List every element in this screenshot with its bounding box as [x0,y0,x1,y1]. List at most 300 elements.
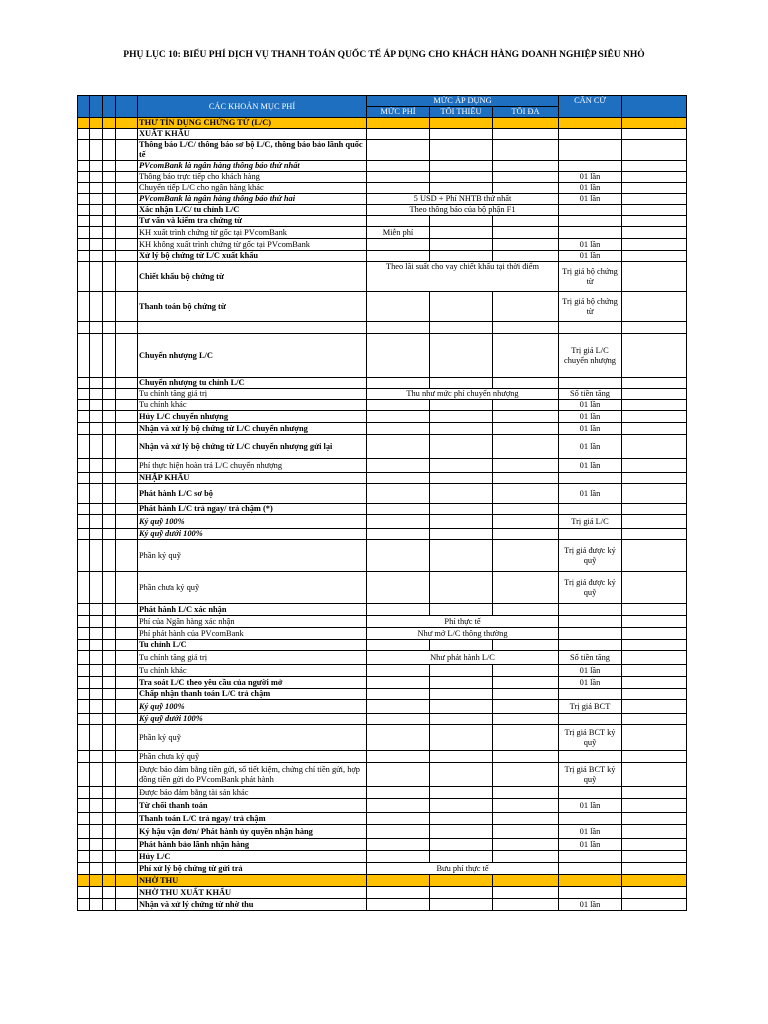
fee-basis-value [559,851,622,863]
table-row [78,651,687,665]
fee-basis-value [559,473,622,484]
row-blank-cell [90,172,103,183]
fee-basis-value [559,504,622,515]
row-blank-cell [103,725,116,751]
table-row [78,459,687,473]
fee-applied-value: Theo thông báo của bộ phận F1 [367,205,559,216]
row-blank-cell [103,651,116,665]
row-blank-cell [78,751,90,763]
fee-value [367,899,430,911]
fee-basis-value [559,322,622,334]
table-row [78,205,687,216]
row-blank-cell [78,887,90,899]
table-row [78,689,687,700]
header-max: TỐI ĐA [493,107,559,118]
table-row [78,665,687,677]
fee-applied-value: Phí thực tế [367,616,559,628]
row-blank-cell [116,205,138,216]
row-blank-cell [622,851,687,863]
fee-min-value [430,700,493,714]
row-blank-cell [116,183,138,194]
row-blank-cell [116,851,138,863]
row-blank-cell [116,640,138,651]
fee-item-label: KH xuất trình chứng từ gốc tại PVcomBank [138,227,367,239]
row-blank-cell [103,378,116,389]
fee-min-value [430,529,493,540]
fee-min-value [430,118,493,129]
fee-min-value [430,714,493,725]
row-blank-cell [116,172,138,183]
row-blank-cell [78,714,90,725]
row-blank-cell [78,763,90,787]
row-blank-cell [103,763,116,787]
table-row [78,400,687,411]
header-items: CÁC KHOẢN MỤC PHÍ [138,96,367,118]
fee-applied-value: Như mở L/C thông thường [367,628,559,640]
fee-basis-value [559,378,622,389]
row-blank-cell [78,665,90,677]
table-row [78,616,687,628]
fee-value [367,887,430,899]
row-blank-cell [78,604,90,616]
row-blank-cell [90,863,103,875]
fee-item-label: Được bảo đảm bằng tài sản khác [138,787,367,799]
row-blank-cell [116,334,138,378]
row-blank-cell [90,887,103,899]
fee-min-value [430,322,493,334]
fee-max-value [493,540,559,572]
table-row [78,825,687,839]
fee-max-value [493,875,559,887]
fee-item-label: NHỜ THU XUẤT KHẨU [138,887,367,899]
fee-basis-value [559,813,622,825]
row-blank-cell [622,251,687,262]
fee-item-label: Phí xử lý bộ chứng từ gửi trả [138,863,367,875]
row-blank-cell [78,411,90,423]
fee-max-value [493,689,559,700]
fee-basis-value [559,140,622,161]
table-row [78,628,687,640]
row-blank-cell [622,389,687,400]
row-blank-cell [90,227,103,239]
fee-table-wrapper [77,95,687,911]
fee-max-value [493,216,559,227]
row-blank-cell [90,515,103,529]
table-row [78,216,687,227]
row-blank-cell [103,172,116,183]
row-blank-cell [78,700,90,714]
row-blank-cell [116,378,138,389]
table-row [78,751,687,763]
row-blank-cell [622,616,687,628]
row-blank-cell [116,389,138,400]
fee-value [367,515,430,529]
fee-value [367,334,430,378]
row-blank-cell [103,140,116,161]
row-blank-cell [78,322,90,334]
row-blank-cell [90,378,103,389]
row-blank-cell [90,322,103,334]
row-blank-cell [103,628,116,640]
fee-basis-value [559,616,622,628]
fee-min-value [430,504,493,515]
row-blank-cell [622,604,687,616]
row-blank-cell [78,473,90,484]
fee-max-value [493,423,559,435]
table-row [78,262,687,292]
fee-basis-value [559,205,622,216]
row-blank-cell [116,689,138,700]
fee-item-label: Thông báo L/C/ thông báo sơ bộ L/C, thông báo bảo lãnh quốc tế [138,140,367,161]
row-blank-cell [103,665,116,677]
row-blank-cell [622,529,687,540]
fee-basis-value: 01 lần [559,251,622,262]
fee-min-value [430,459,493,473]
fee-applied-value: Thu như mức phí chuyển nhượng [367,389,559,400]
row-blank-cell [90,725,103,751]
fee-basis-value [559,887,622,899]
fee-basis-value [559,689,622,700]
fee-min-value [430,540,493,572]
fee-min-value [430,172,493,183]
row-blank-cell [90,839,103,851]
fee-item-label: Tu chỉnh khác [138,400,367,411]
table-row [78,251,687,262]
row-blank-cell [622,411,687,423]
fee-basis-value [559,640,622,651]
row-blank-cell [116,763,138,787]
row-blank-cell [103,825,116,839]
row-blank-cell [78,640,90,651]
fee-item-label: Chuyển nhượng tu chỉnh L/C [138,378,367,389]
fee-min-value [430,689,493,700]
row-blank-cell [103,787,116,799]
fee-value [367,851,430,863]
fee-value [367,378,430,389]
row-blank-cell [90,689,103,700]
row-blank-cell [622,194,687,205]
fee-value [367,813,430,825]
table-row [78,529,687,540]
row-blank-cell [116,725,138,751]
table-row [78,813,687,825]
fee-basis-value: 01 lần [559,665,622,677]
fee-basis-value: Trị giá được ký quỹ [559,540,622,572]
table-row [78,292,687,322]
fee-basis-value: 01 lần [559,459,622,473]
fee-basis-value: 01 lần [559,677,622,689]
fee-item-label: NHỜ THU [138,875,367,887]
fee-item-label: Chuyển nhượng L/C [138,334,367,378]
row-blank-cell [622,763,687,787]
fee-max-value [493,129,559,140]
row-blank-cell [622,140,687,161]
row-blank-cell [103,205,116,216]
row-blank-cell [103,129,116,140]
fee-value [367,787,430,799]
fee-basis-value: 01 lần [559,484,622,504]
row-blank-cell [103,194,116,205]
table-row [78,161,687,172]
fee-value [367,129,430,140]
row-blank-cell [116,839,138,851]
fee-max-value [493,751,559,763]
row-blank-cell [116,227,138,239]
fee-max-value [493,172,559,183]
row-blank-cell [90,813,103,825]
fee-min-value [430,334,493,378]
row-blank-cell [78,651,90,665]
row-blank-cell [103,400,116,411]
row-blank-cell [622,863,687,875]
table-row [78,194,687,205]
row-blank-cell [78,118,90,129]
table-row [78,129,687,140]
row-blank-cell [116,484,138,504]
table-row [78,183,687,194]
fee-value [367,725,430,751]
row-blank-cell [90,714,103,725]
row-blank-cell [90,540,103,572]
row-blank-cell [622,435,687,459]
row-blank-cell [90,183,103,194]
row-blank-cell [78,484,90,504]
row-blank-cell [116,400,138,411]
row-blank-cell [90,616,103,628]
fee-item-label: Tu chỉnh L/C [138,640,367,651]
fee-table [77,95,687,911]
row-blank-cell [90,389,103,400]
fee-value [367,875,430,887]
fee-item-label: Phát hành bảo lãnh nhận hàng [138,839,367,851]
fee-item-label: PVcomBank là ngân hàng thông báo thứ nhất [138,161,367,172]
row-blank-cell [622,825,687,839]
row-blank-cell [622,262,687,292]
row-blank-cell [116,751,138,763]
fee-item-label: Ký quỹ 100% [138,700,367,714]
fee-item-label: PVcomBank là ngân hàng thông báo thứ hai [138,194,367,205]
row-blank-cell [90,129,103,140]
fee-item-label: Tư vấn và kiểm tra chứng từ [138,216,367,227]
row-blank-cell [103,515,116,529]
fee-basis-value: 01 lần [559,435,622,459]
row-blank-cell [622,628,687,640]
fee-basis-value: 01 lần [559,423,622,435]
fee-min-value [430,665,493,677]
fee-item-label: NHẬP KHẨU [138,473,367,484]
fee-max-value [493,183,559,194]
row-blank-cell [622,161,687,172]
row-blank-cell [622,700,687,714]
row-blank-cell [78,389,90,400]
fee-value [367,239,430,251]
table-row [78,334,687,378]
fee-applied-value: Theo lãi suất cho vay chiết khấu tại thời điểm [367,262,559,292]
row-blank-cell [622,751,687,763]
table-row [78,411,687,423]
table-row [78,435,687,459]
row-blank-cell [116,799,138,813]
table-row [78,604,687,616]
row-blank-cell [116,194,138,205]
fee-item-label: KH không xuất trình chứng từ gốc tại PVcomBank [138,239,367,251]
fee-item-label [138,322,367,334]
fee-value [367,839,430,851]
row-blank-cell [90,262,103,292]
header-fee: MỨC PHÍ [367,107,430,118]
fee-item-label: Chấp nhận thanh toán L/C trả chậm [138,689,367,700]
row-blank-cell [622,714,687,725]
row-blank-cell [103,851,116,863]
fee-max-value [493,572,559,604]
fee-min-value [430,251,493,262]
row-blank-cell [78,129,90,140]
fee-min-value [430,677,493,689]
row-blank-cell [103,714,116,725]
row-blank-cell [103,423,116,435]
table-row [78,875,687,887]
table-row [78,239,687,251]
fee-min-value [430,423,493,435]
header-blank [90,96,103,118]
fee-value [367,665,430,677]
fee-item-label: Nhận và xử lý bộ chứng từ L/C chuyển nhượng [138,423,367,435]
fee-value [367,763,430,787]
row-blank-cell [116,129,138,140]
row-blank-cell [622,172,687,183]
fee-min-value [430,515,493,529]
table-row [78,799,687,813]
table-row [78,423,687,435]
header-blank [622,96,687,118]
fee-max-value [493,700,559,714]
fee-max-value [493,887,559,899]
fee-max-value [493,322,559,334]
row-blank-cell [103,411,116,423]
row-blank-cell [103,435,116,459]
row-blank-cell [78,813,90,825]
row-blank-cell [622,118,687,129]
fee-basis-value: Số tiền tăng [559,651,622,665]
fee-basis-value: Trị giá bộ chứng từ [559,262,622,292]
table-row [78,899,687,911]
fee-item-label: Thanh toán L/C trả ngay/ trả chậm [138,813,367,825]
row-blank-cell [78,459,90,473]
table-row [78,227,687,239]
fee-value [367,504,430,515]
table-row [78,172,687,183]
row-blank-cell [116,140,138,161]
row-blank-cell [90,763,103,787]
fee-basis-value [559,628,622,640]
row-blank-cell [622,540,687,572]
row-blank-cell [116,665,138,677]
row-blank-cell [116,473,138,484]
row-blank-cell [78,515,90,529]
fee-value [367,799,430,813]
row-blank-cell [116,863,138,875]
fee-min-value [430,825,493,839]
row-blank-cell [622,227,687,239]
row-blank-cell [103,251,116,262]
row-blank-cell [78,334,90,378]
fee-value [367,140,430,161]
row-blank-cell [78,262,90,292]
row-blank-cell [103,572,116,604]
fee-basis-value [559,787,622,799]
fee-value [367,640,430,651]
fee-item-label: Phần chưa ký quỹ [138,572,367,604]
fee-item-label: Thông báo trực tiếp cho khách hàng [138,172,367,183]
fee-max-value [493,378,559,389]
fee-item-label: Phí của Ngân hàng xác nhận [138,616,367,628]
row-blank-cell [103,161,116,172]
fee-min-value [430,799,493,813]
fee-item-label: Phần chưa ký quỹ [138,751,367,763]
table-row [78,540,687,572]
table-row [78,389,687,400]
fee-min-value [430,640,493,651]
fee-max-value [493,251,559,262]
row-blank-cell [78,194,90,205]
row-blank-cell [90,473,103,484]
row-blank-cell [622,651,687,665]
row-blank-cell [116,825,138,839]
fee-value [367,172,430,183]
fee-min-value [430,227,493,239]
fee-item-label: THƯ TÍN DỤNG CHỨNG TỪ (L/C) [138,118,367,129]
fee-basis-value: 01 lần [559,839,622,851]
table-row [78,484,687,504]
row-blank-cell [78,851,90,863]
fee-basis-value [559,129,622,140]
fee-min-value [430,839,493,851]
row-blank-cell [78,628,90,640]
row-blank-cell [90,628,103,640]
row-blank-cell [90,484,103,504]
table-row [78,763,687,787]
row-blank-cell [90,334,103,378]
fee-value: Miễn phí [367,227,430,239]
header-min: TỐI THIỂU [430,107,493,118]
fee-item-label: Chuyển tiếp L/C cho ngân hàng khác [138,183,367,194]
fee-max-value [493,227,559,239]
table-row [78,118,687,129]
row-blank-cell [103,239,116,251]
row-blank-cell [622,515,687,529]
row-blank-cell [78,529,90,540]
fee-min-value [430,899,493,911]
table-row [78,714,687,725]
fee-basis-value: Trị giá BCT ký quỹ [559,725,622,751]
table-row [78,839,687,851]
fee-item-label: Từ chối thanh toán [138,799,367,813]
table-row [78,700,687,714]
row-blank-cell [78,435,90,459]
row-blank-cell [78,161,90,172]
row-blank-cell [78,677,90,689]
fee-basis-value [559,161,622,172]
row-blank-cell [78,616,90,628]
row-blank-cell [78,378,90,389]
row-blank-cell [90,875,103,887]
row-blank-cell [116,529,138,540]
fee-min-value [430,239,493,251]
table-row [78,787,687,799]
fee-basis-value [559,863,622,875]
row-blank-cell [90,604,103,616]
fee-max-value [493,292,559,322]
